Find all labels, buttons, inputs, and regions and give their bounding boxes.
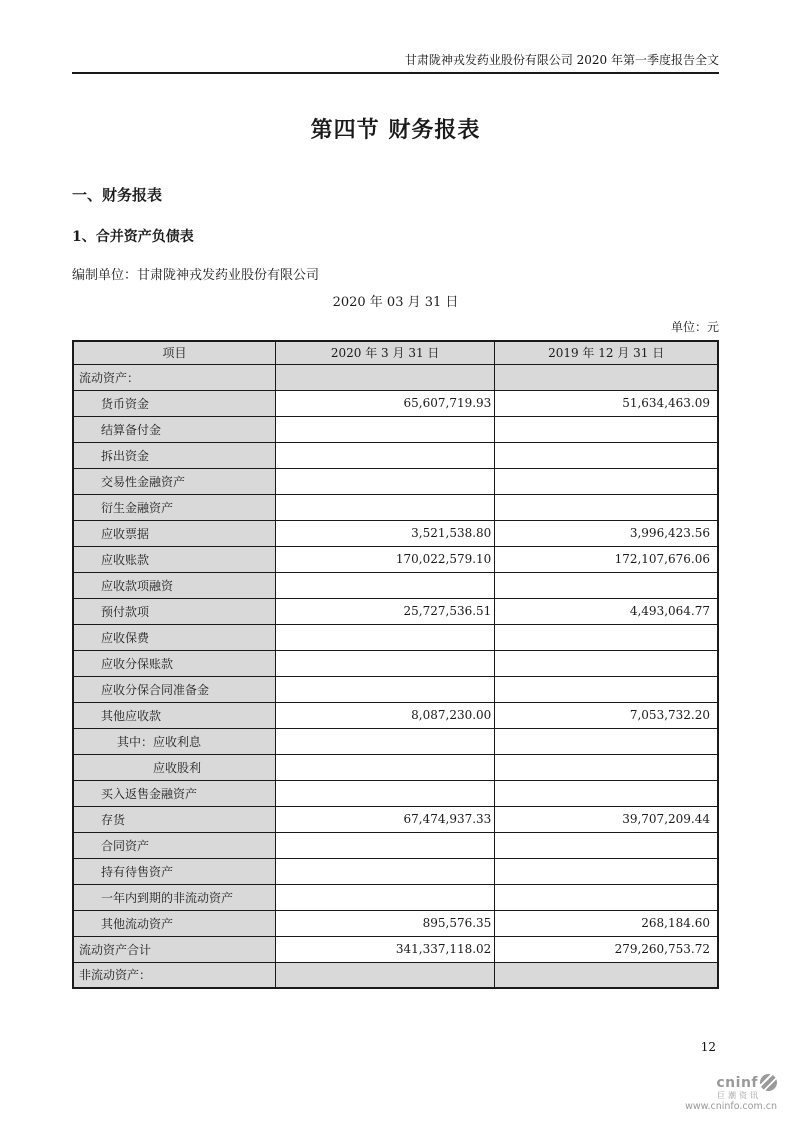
column-header-item: 项目 — [73, 341, 276, 364]
row-value-2019 — [495, 858, 718, 884]
column-header-2019: 2019 年 12 月 31 日 — [495, 341, 718, 364]
row-value-2019: 51,634,463.09 — [495, 390, 718, 416]
table-row — [73, 780, 718, 806]
row-value-2020: 170,022,579.10 — [276, 546, 495, 572]
row-value-2019 — [495, 442, 718, 468]
row-value-2019 — [495, 650, 718, 676]
row-label: 衍生金融资产 — [73, 494, 276, 520]
statement-date: 2020 年 03 月 31 日 — [332, 295, 459, 310]
row-label: 其他流动资产 — [73, 910, 276, 936]
row-value-2019 — [495, 832, 718, 858]
row-value-2020: 895,576.35 — [276, 910, 495, 936]
page-number: 12 — [700, 1040, 716, 1054]
row-value-2020 — [276, 832, 495, 858]
row-value-2020 — [276, 858, 495, 884]
row-value-2019 — [495, 468, 718, 494]
row-label: 应收分保合同准备金 — [73, 676, 276, 702]
cninfo-logo-text: cninf — [716, 1074, 758, 1091]
row-label: 应收款项融资 — [73, 572, 276, 598]
row-value-2020 — [276, 624, 495, 650]
subsection-heading: 1、合并资产负债表 — [72, 229, 194, 245]
row-value-2020 — [276, 728, 495, 754]
row-label: 持有待售资产 — [73, 858, 276, 884]
row-value-2019: 4,493,064.77 — [495, 598, 718, 624]
table-row — [73, 858, 718, 884]
row-value-2020: 341,337,118.02 — [276, 936, 495, 962]
table-row — [73, 442, 718, 468]
row-value-2020 — [276, 884, 495, 910]
table-row — [73, 832, 718, 858]
cninfo-swirl-icon — [760, 1074, 777, 1091]
row-value-2020 — [276, 572, 495, 598]
row-label: 存货 — [73, 806, 276, 832]
row-label: 应收保费 — [73, 624, 276, 650]
cninfo-url: www.cninfo.com.cn — [685, 1101, 777, 1112]
row-value-2019 — [495, 728, 718, 754]
row-label: 流动资产： — [73, 364, 276, 390]
running-head — [72, 0, 719, 74]
row-value-2019: 3,996,423.56 — [495, 520, 718, 546]
row-label: 其他应收款 — [73, 702, 276, 728]
row-label: 应收票据 — [73, 520, 276, 546]
row-label: 结算备付金 — [73, 416, 276, 442]
row-value-2019 — [495, 962, 718, 988]
row-label: 拆出资金 — [73, 442, 276, 468]
row-value-2019: 279,260,753.72 — [495, 936, 718, 962]
table-row — [73, 364, 718, 390]
row-value-2020 — [276, 416, 495, 442]
row-value-2020 — [276, 494, 495, 520]
row-value-2020 — [276, 962, 495, 988]
table-row — [73, 910, 718, 936]
row-value-2019: 268,184.60 — [495, 910, 718, 936]
row-value-2020 — [276, 364, 495, 390]
row-value-2020: 25,727,536.51 — [276, 598, 495, 624]
balance-sheet-table — [72, 340, 719, 989]
row-value-2019 — [495, 676, 718, 702]
row-value-2019: 172,107,676.06 — [495, 546, 718, 572]
table-row — [73, 598, 718, 624]
table-row — [73, 676, 718, 702]
row-label: 交易性金融资产 — [73, 468, 276, 494]
row-value-2019: 7,053,732.20 — [495, 702, 718, 728]
table-row — [73, 572, 718, 598]
row-label: 货币资金 — [73, 390, 276, 416]
unit-note: 单位：元 — [670, 320, 719, 334]
row-value-2019 — [495, 572, 718, 598]
table-row — [73, 624, 718, 650]
row-value-2020 — [276, 676, 495, 702]
table-row — [73, 936, 718, 962]
row-value-2019: 39,707,209.44 — [495, 806, 718, 832]
row-label: 流动资产合计 — [73, 936, 276, 962]
table-row — [73, 520, 718, 546]
prepared-by-line: 编制单位：甘肃陇神戎发药业股份有限公司 — [72, 268, 320, 283]
row-label: 其中：应收利息 — [73, 728, 276, 754]
row-label: 预付款项 — [73, 598, 276, 624]
row-value-2020 — [276, 442, 495, 468]
row-value-2019 — [495, 624, 718, 650]
row-label: 非流动资产： — [73, 962, 276, 988]
table-row — [73, 728, 718, 754]
row-value-2019 — [495, 416, 718, 442]
table-row — [73, 390, 718, 416]
running-head-text: 甘肃陇神戎发药业股份有限公司 2020 年第一季度报告全文 — [404, 53, 719, 67]
table-row — [73, 962, 718, 988]
row-value-2020 — [276, 468, 495, 494]
row-value-2019 — [495, 494, 718, 520]
table-row — [73, 546, 718, 572]
row-value-2020: 65,607,719.93 — [276, 390, 495, 416]
row-value-2020 — [276, 754, 495, 780]
table-row — [73, 754, 718, 780]
section-heading: 一、财务报表 — [72, 186, 163, 204]
table-row — [73, 468, 718, 494]
row-value-2019 — [495, 780, 718, 806]
row-value-2020: 67,474,937.33 — [276, 806, 495, 832]
page-title: 第四节 财务报表 — [310, 117, 481, 143]
row-label: 应收账款 — [73, 546, 276, 572]
cninfo-brand — [667, 1074, 777, 1113]
row-value-2019 — [495, 884, 718, 910]
table-row — [73, 494, 718, 520]
row-value-2020: 8,087,230.00 — [276, 702, 495, 728]
row-label: 应收分保账款 — [73, 650, 276, 676]
row-value-2019 — [495, 364, 718, 390]
row-label: 一年内到期的非流动资产 — [73, 884, 276, 910]
row-label: 买入返售金融资产 — [73, 780, 276, 806]
row-label: 合同资产 — [73, 832, 276, 858]
table-row — [73, 416, 718, 442]
row-value-2019 — [495, 754, 718, 780]
row-value-2020: 3,521,538.80 — [276, 520, 495, 546]
table-row — [73, 806, 718, 832]
row-label: 应收股利 — [73, 754, 276, 780]
row-value-2020 — [276, 780, 495, 806]
row-value-2020 — [276, 650, 495, 676]
column-header-2020: 2020 年 3 月 31 日 — [276, 341, 495, 364]
table-row — [73, 884, 718, 910]
table-row — [73, 650, 718, 676]
table-header-row — [73, 341, 718, 364]
cninfo-caption: 巨潮资讯 — [717, 1091, 761, 1100]
table-row — [73, 702, 718, 728]
